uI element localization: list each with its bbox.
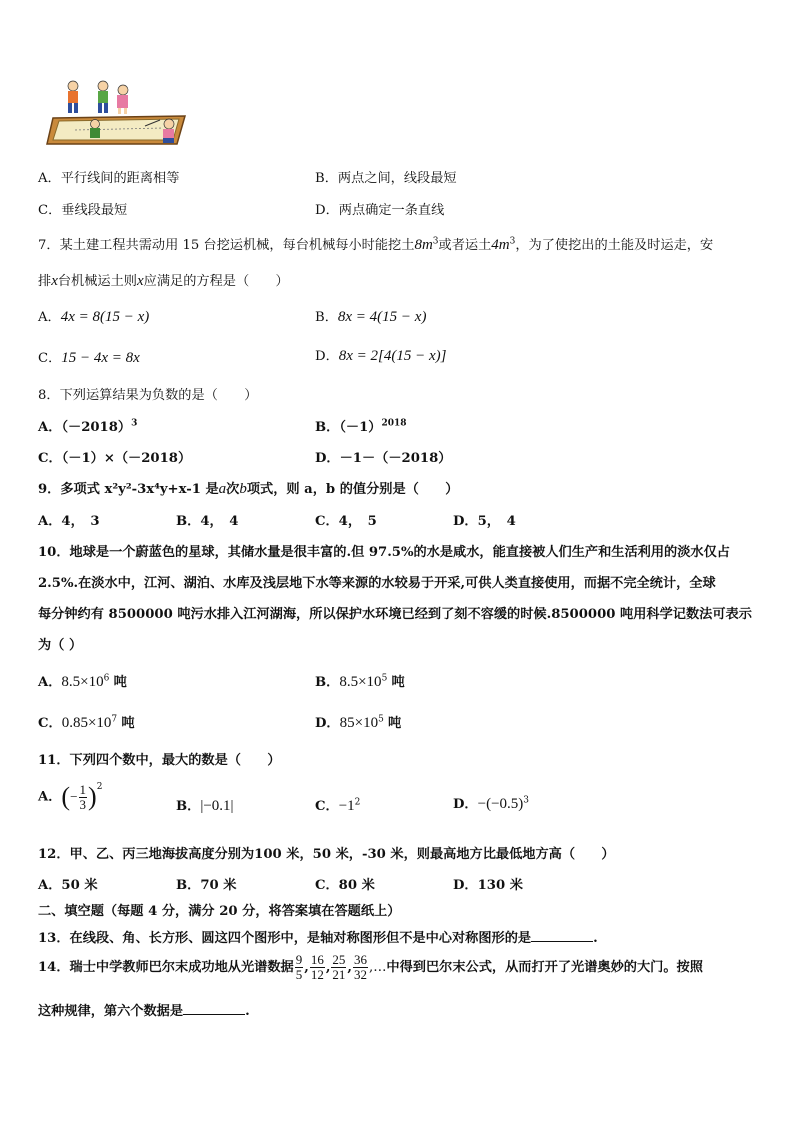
q11-option-d-label: D．: [453, 797, 478, 812]
q7-unit-8m: 8m: [414, 237, 433, 253]
q7-stem-part1: 7．某土建工程共需动用 15 台挖运机械，每台机械每小时能挖土: [38, 238, 415, 253]
q7-stem-line1: [38, 234, 713, 254]
q14-stem-line2: [38, 1000, 250, 1019]
q10-option-c-unit: 吨: [121, 716, 135, 731]
q14-fraction-2-den: 12: [310, 967, 324, 982]
q11-option-c: [315, 795, 360, 815]
q7-option-b-label: B．: [315, 310, 338, 325]
q7-stem-part2: 或者运土: [438, 238, 492, 253]
q6-option-b: B．两点之间，线段最短: [315, 171, 457, 186]
q8-option-b-text: B．（－1）: [315, 420, 382, 435]
q9-stem-part1: 9．多项式 x²y²-3x⁴y+x-1 是: [38, 482, 219, 497]
q7-var-x2: x: [136, 273, 144, 289]
q8-option-d: D．－1－（－2018）: [315, 451, 452, 466]
q7-option-b: [315, 306, 426, 326]
q7-stem-part6: 应满足的方程是（ ）: [143, 274, 289, 289]
q11-option-a: [38, 782, 102, 812]
q11-option-d: [453, 793, 529, 813]
q7-option-a: [38, 306, 149, 326]
q10-option-b-unit: 吨: [391, 675, 405, 690]
q10-option-a: [38, 671, 127, 691]
q7-option-d: [315, 345, 447, 365]
q10-option-c: [38, 712, 135, 732]
q14-stem-part3: 这种规律，第六个数据是: [38, 1004, 184, 1019]
q13-answer-blank: [531, 929, 593, 942]
q7-stem-line2: [38, 270, 289, 290]
q7-option-a-formula: 4x = 8(15 − x): [60, 309, 150, 325]
q14-fraction-4-num: 36: [354, 952, 368, 967]
q10-option-c-label: C．: [38, 716, 62, 731]
q14-stem-line1: 14．瑞士中学教师巴尔末成功地从光谱数据 $\frac{9}{5}$ , $\frac{16}{12}$ , $\frac{25}{21}$ , $\frac{36}{32}$ ,…中得到巴尔末公式，从而打开了光谱奥妙的大门。按照: [38, 952, 703, 982]
q10-option-d-number: 85×10: [339, 715, 379, 731]
q11-option-a-minus: −: [70, 789, 78, 804]
q13-stem: [38, 927, 598, 946]
q7-option-d-label: D．: [315, 349, 339, 364]
q14-fraction-4: [353, 953, 368, 982]
sandbox-drawing: [45, 78, 190, 150]
q8-stem: 8．下列运算结果为负数的是（ ）: [38, 388, 258, 403]
q13-stem-text: 13．在线段、角、长方形、圆这四个图形中，是轴对称图形但不是中心对称图形的是: [38, 931, 532, 946]
q7-option-c: [38, 347, 140, 367]
q14-fraction-4-den: 32: [354, 967, 368, 982]
q10-stem-line1: 10．地球是一个蔚蓝色的星球，其储水量是很丰富的.但 97.5%的水是咸水，能直接被人们生产和生活利用的淡水仅占: [38, 545, 730, 560]
q9-stem-part3: 项式，则 a，b 的值分别是（ ）: [246, 482, 459, 497]
q14-answer-blank: [183, 1002, 245, 1015]
q12-stem: 12．甲、乙、丙三地海拔高度分别为100 米，50 米，-30 米，则最高地方比最低地方高（ ）: [38, 847, 615, 862]
q13-end: .: [593, 931, 598, 946]
q7-option-c-formula: 15 − 4x = 8x: [61, 350, 140, 366]
q14-ellipsis: ,…: [369, 960, 387, 975]
q6-option-d: D．两点确定一条直线: [315, 203, 445, 218]
q12-option-d: D．130 米: [453, 878, 523, 893]
q11-option-d-exp: 3: [523, 795, 530, 806]
q14-fraction-1: [295, 953, 304, 982]
q7-unit-4m: 4m: [491, 237, 510, 253]
q14-fraction-2-num: 16: [310, 952, 324, 967]
q12-option-a: A．50 米: [38, 878, 98, 893]
q12-option-b: B．70 米: [176, 878, 237, 893]
q7-option-d-formula: 8x = 2[4(15 − x)]: [338, 348, 447, 364]
illustration-children-sandbox: [45, 78, 190, 150]
q14-fraction-3-num: 25: [332, 952, 346, 967]
q14-stem-part2: 中得到巴尔末公式，从而打开了光谱奥妙的大门。按照: [386, 960, 703, 975]
q10-option-c-number: 0.85×10: [61, 715, 112, 731]
section-fill-in-heading: 二、填空题（每题 4 分，满分 20 分，将答案填在答题纸上）: [38, 904, 401, 919]
q7-option-c-label: C．: [38, 351, 62, 366]
q11-option-b-label: B．: [176, 799, 201, 814]
q10-stem-line4: 为（ ）: [38, 638, 83, 653]
q14-fraction-3: [331, 953, 346, 982]
q11-option-a-fraction: [79, 783, 88, 812]
q11-option-a-numerator: 1: [79, 781, 87, 797]
q14-fraction-1-den: 5: [295, 967, 303, 982]
q11-option-d-value: −(−0.5): [477, 796, 524, 812]
q14-stem-part1: 14．瑞士中学教师巴尔末成功地从光谱数据: [38, 960, 294, 975]
q10-option-d: [315, 712, 401, 732]
q11-option-c-label: C．: [315, 799, 339, 814]
q7-var-x1: x: [51, 273, 58, 289]
q12-option-c: C．80 米: [315, 878, 375, 893]
q10-option-c-exp: 7: [111, 714, 118, 725]
q10-option-b-number: 8.5×10: [339, 674, 382, 690]
q6-option-c: C．垂线段最短: [38, 203, 128, 218]
q9-option-d: D．5， 4: [453, 514, 516, 529]
q14-end: .: [245, 1004, 250, 1019]
q7-option-a-label: A．: [38, 310, 61, 325]
q11-option-a-close-paren: ): [88, 782, 97, 811]
q11-option-b: [176, 795, 234, 815]
q8-option-a-text: A．（－2018）: [38, 420, 132, 435]
q9-option-b: B．4， 4: [176, 514, 239, 529]
q8-option-c: C．（－1）×（－2018）: [38, 451, 192, 466]
q9-option-c: C．4， 5: [315, 514, 377, 529]
q10-option-a-label: A．: [38, 675, 62, 690]
q10-stem-line3: 每分钟约有 8500000 吨污水排入江河湖海，所以保护水环境已经到了刻不容缓的时候.8500000 吨用科学记数法可表示: [38, 607, 752, 622]
q10-stem-line2: 2.5%.在淡水中，江河、湖泊、水库及浅层地下水等来源的水较易于开采,可供人类直接使用，而据不完全统计，全球: [38, 576, 716, 591]
q7-stem-part5: 台机械运土则: [57, 274, 137, 289]
q10-option-a-number: 8.5×10: [61, 674, 104, 690]
q7-cube-exp-2: 3: [509, 236, 516, 247]
q10-option-b-exp: 5: [381, 673, 388, 684]
q11-stem: 11．下列四个数中，最大的数是（ ）: [38, 753, 281, 768]
q10-option-a-unit: 吨: [113, 675, 127, 690]
q14-fraction-2: [310, 953, 325, 982]
q10-option-d-exp: 5: [378, 714, 384, 725]
q10-option-b-label: B．: [315, 675, 340, 690]
q9-var-b: b: [239, 481, 247, 497]
q8-option-b-exp: 2018: [381, 418, 407, 429]
q14-fraction-1-num: 9: [295, 952, 303, 967]
q9-var-a: a: [218, 481, 227, 497]
q11-option-a-open-paren: (: [61, 782, 71, 811]
q7-stem-part3: ，为了使挖出的土能及时运走，安: [515, 238, 714, 253]
q9-stem-part2: 次: [226, 482, 240, 497]
q9-option-a: A．4， 3: [38, 514, 100, 529]
q9-stem: [38, 478, 458, 498]
q7-cube-exp-1: 3: [432, 236, 439, 247]
q11-option-a-denominator: 3: [79, 796, 87, 812]
q10-option-d-label: D．: [315, 716, 340, 731]
q11-option-a-exp: 2: [96, 782, 103, 792]
q10-option-a-exp: 6: [103, 673, 110, 684]
q14-fraction-3-den: 21: [332, 967, 346, 982]
q10-option-b: [315, 671, 405, 691]
q6-option-a: A．平行线间的距离相等: [38, 171, 180, 186]
q10-option-d-unit: 吨: [388, 716, 402, 731]
q11-option-b-value: |−0.1|: [200, 798, 234, 814]
q11-option-c-value: −1: [338, 798, 355, 814]
q8-option-b: [315, 416, 407, 435]
q8-option-a-exp: 3: [131, 418, 138, 429]
q8-option-a: [38, 416, 137, 435]
q7-option-b-formula: 8x = 4(15 − x): [337, 309, 427, 325]
q7-stem-part4: 排: [38, 274, 52, 289]
q11-option-a-label: A．: [38, 789, 62, 805]
q11-option-c-exp: 2: [354, 797, 361, 808]
